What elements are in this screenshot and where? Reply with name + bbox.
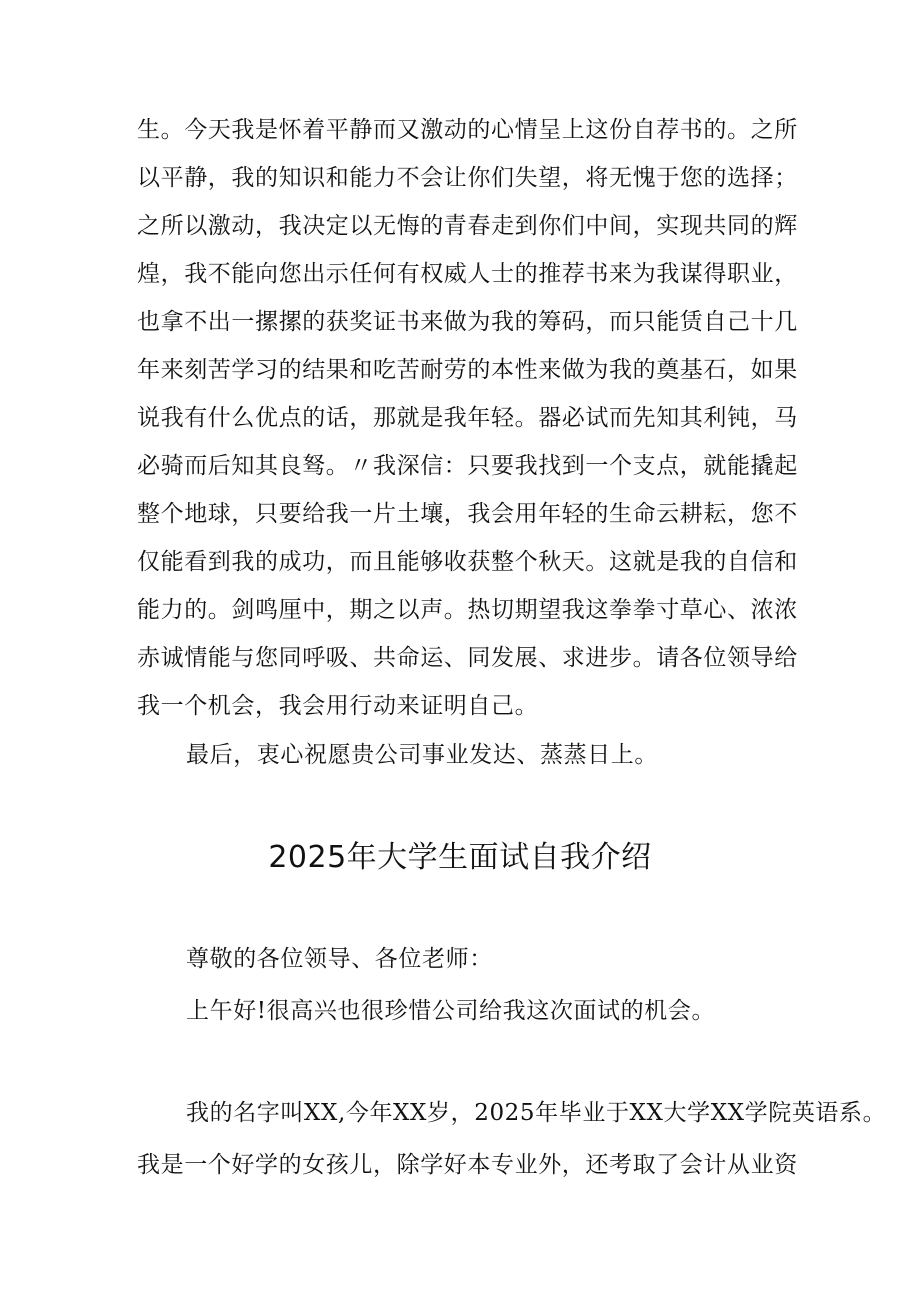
- greeting: 上午好!很高兴也很珍惜公司给我这次面试的机会。: [186, 998, 716, 1024]
- closing-line: 最后，衷心祝愿贵公司事业发达、蒸蒸日上。: [186, 742, 658, 768]
- paragraph-line: 必骑而后知其良驽。〃我深信：只要我找到一个支点，就能撬起: [137, 453, 798, 479]
- salutation: 尊敬的各位领导、各位老师：: [186, 946, 493, 972]
- paragraph-line: 仅能看到我的成功，而且能够收获整个秋天。这就是我的自信和: [137, 549, 798, 575]
- paragraph-line: 生。今天我是怀着平静而又激动的心情呈上这份自荐书的。之所: [137, 117, 798, 143]
- intro-line: 我的名字叫XX,今年XX岁，2025年毕业于XX大学XX学院英语系。: [186, 1100, 887, 1126]
- paragraph-line: 能力的。剑鸣厘中，期之以声。热切期望我这拳拳寸草心、浓浓: [137, 597, 798, 623]
- paragraph-line: 赤诚情能与您同呼吸、共命运、同发展、求进步。请各位领导给: [137, 645, 798, 671]
- document-title: 2025年大学生面试自我介绍: [268, 840, 652, 875]
- paragraph-line: 煌，我不能向您出示任何有权威人士的推荐书来为我谋得职业，: [137, 261, 798, 287]
- paragraph-line: 整个地球，只要给我一片土壤，我会用年轻的生命云耕耘，您不: [137, 501, 798, 527]
- paragraph-line: 说我有什么优点的话，那就是我年轻。器必试而先知其利钝，马: [137, 405, 798, 431]
- paragraph-line: 年来刻苦学习的结果和吃苦耐劳的本性来做为我的奠基石，如果: [137, 357, 798, 383]
- paragraph-line: 之所以激动，我决定以无悔的青春走到你们中间，实现共同的辉: [137, 213, 798, 239]
- paragraph-line: 也拿不出一摞摞的获奖证书来做为我的筹码，而只能赁自己十几: [137, 309, 798, 335]
- paragraph-line: 以平静，我的知识和能力不会让你们失望，将无愧于您的选择；: [137, 165, 798, 191]
- paragraph-line: 我一个机会，我会用行动来证明自己。: [137, 693, 539, 719]
- intro-line: 我是一个好学的女孩儿，除学好本专业外，还考取了会计从业资: [137, 1152, 798, 1178]
